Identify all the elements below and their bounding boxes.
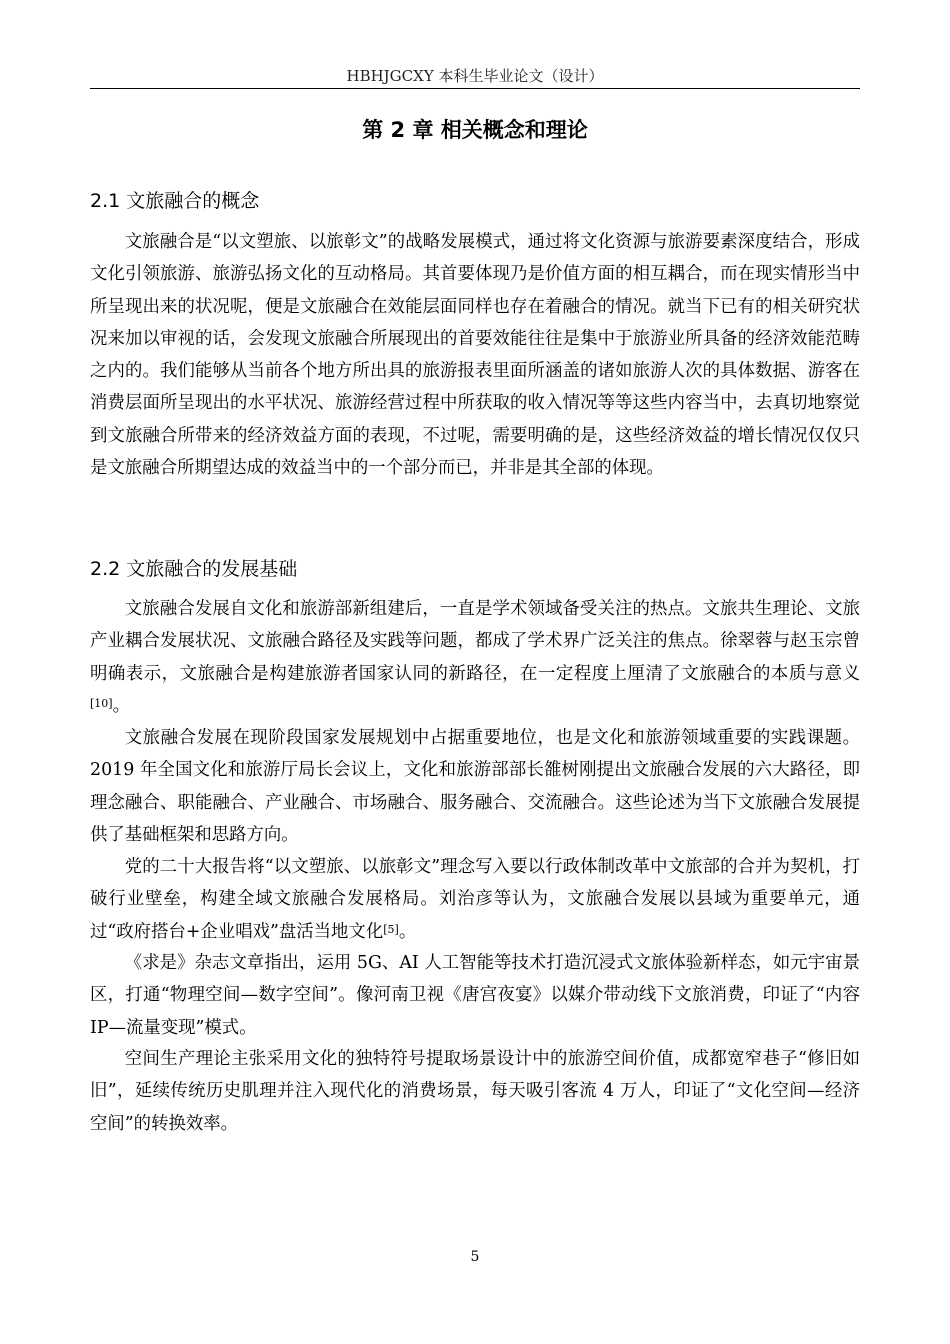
paragraph-end: 。 [112, 695, 130, 716]
paragraph-foundation-5: 空间生产理论主张采用文化的独特符号提取场景设计中的旅游空间价值，成都宽窄巷子“修旧如旧”，延续传统历史肌理并注入现代化的消费场景，每天吸引客流 4 万人，印证了“文化空间—经济空间”的转换效率。 [90, 1049, 860, 1134]
page-number: 5 [470, 1249, 480, 1265]
paragraph-foundation-3 [90, 851, 860, 948]
paragraph-foundation-1 [90, 593, 860, 722]
chapter-title: 第 2 章 相关概念和理论 [362, 118, 588, 142]
paragraph-foundation-2: 文旅融合发展在现阶段国家发展规划中占据重要地位，也是文化和旅游领域重要的实践课题。2019 年全国文化和旅游厅局长会议上，文化和旅游部部长雒树刚提出文旅融合发展的六大路径，即理念融合、职能融合、产业融合、市场融合、服务融合、交流融合。这些论述为当下文旅融合发展提供了基础框架和思路方向。 [90, 728, 860, 845]
paragraph-text: 党的二十大报告将“以文塑旅、以旅彰文”理念写入要以行政体制改革中文旅部的合并为契机，打破行业壁垒，构建全域文旅融合发展格局。刘治彦等认为，文旅融合发展以县域为重要单元，通过“政府搭台+企业唱戏”盘活当地文化 [90, 857, 860, 942]
page-header: HBHJGCXY 本科生毕业论文（设计） [90, 66, 860, 89]
paragraph-concept: 文旅融合是“以文塑旅、以旅彰文”的战略发展模式，通过将文化资源与旅游要素深度结合，形成文化引领旅游、旅游弘扬文化的互动格局。其首要体现乃是价值方面的相互耦合，而在现实情形当中所呈现出来的状况呢，便是文旅融合在效能层面同样也存在着融合的情况。就当下已有的相关研究状况来加以审视的话，会发现文旅融合所展现出的首要效能往往是集中于旅游业所具备的经济效能范畴之内的。我们能够从当前各个地方所出具的旅游报表里面所涵盖的诸如旅游人次的具体数据、游客在消费层面所呈现出的水平状况、旅游经营过程中所获取的收入情况等等这些内容当中，去真切地察觉到文旅融合所带来的经济效益方面的表现，不过呢，需要明确的是，这些经济效益的增长情况仅仅只是文旅融合所期望达成的效益当中的一个部分而已，并非是其全部的体现。 [90, 232, 860, 479]
section-title-2-2: 2.2 文旅融合的发展基础 [90, 558, 298, 580]
paragraph-end: 。 [398, 921, 417, 942]
citation-ref: [5] [383, 922, 399, 936]
paragraph-text: 文旅融合发展自文化和旅游部新组建后，一直是学术领域备受关注的热点。文旅共生理论、文旅产业耦合发展状况、文旅融合路径及实践等问题，都成了学术界广泛关注的焦点。徐翠蓉与赵玉宗曾明确表示，文旅融合是构建旅游者国家认同的新路径，在一定程度上厘清了文旅融合的本质与意义 [90, 599, 860, 684]
section-title-2-1: 2.1 文旅融合的概念 [90, 190, 260, 212]
citation-ref: [10] [90, 696, 113, 710]
paragraph-foundation-4: 《求是》杂志文章指出，运用 5G、AI 人工智能等技术打造沉浸式文旅体验新样态，如元宇宙景区，打通“物理空间—数字空间”。像河南卫视《唐宫夜宴》以媒介带动线下文旅消费，印证了“内容 IP—流量变现”模式。 [90, 953, 860, 1038]
